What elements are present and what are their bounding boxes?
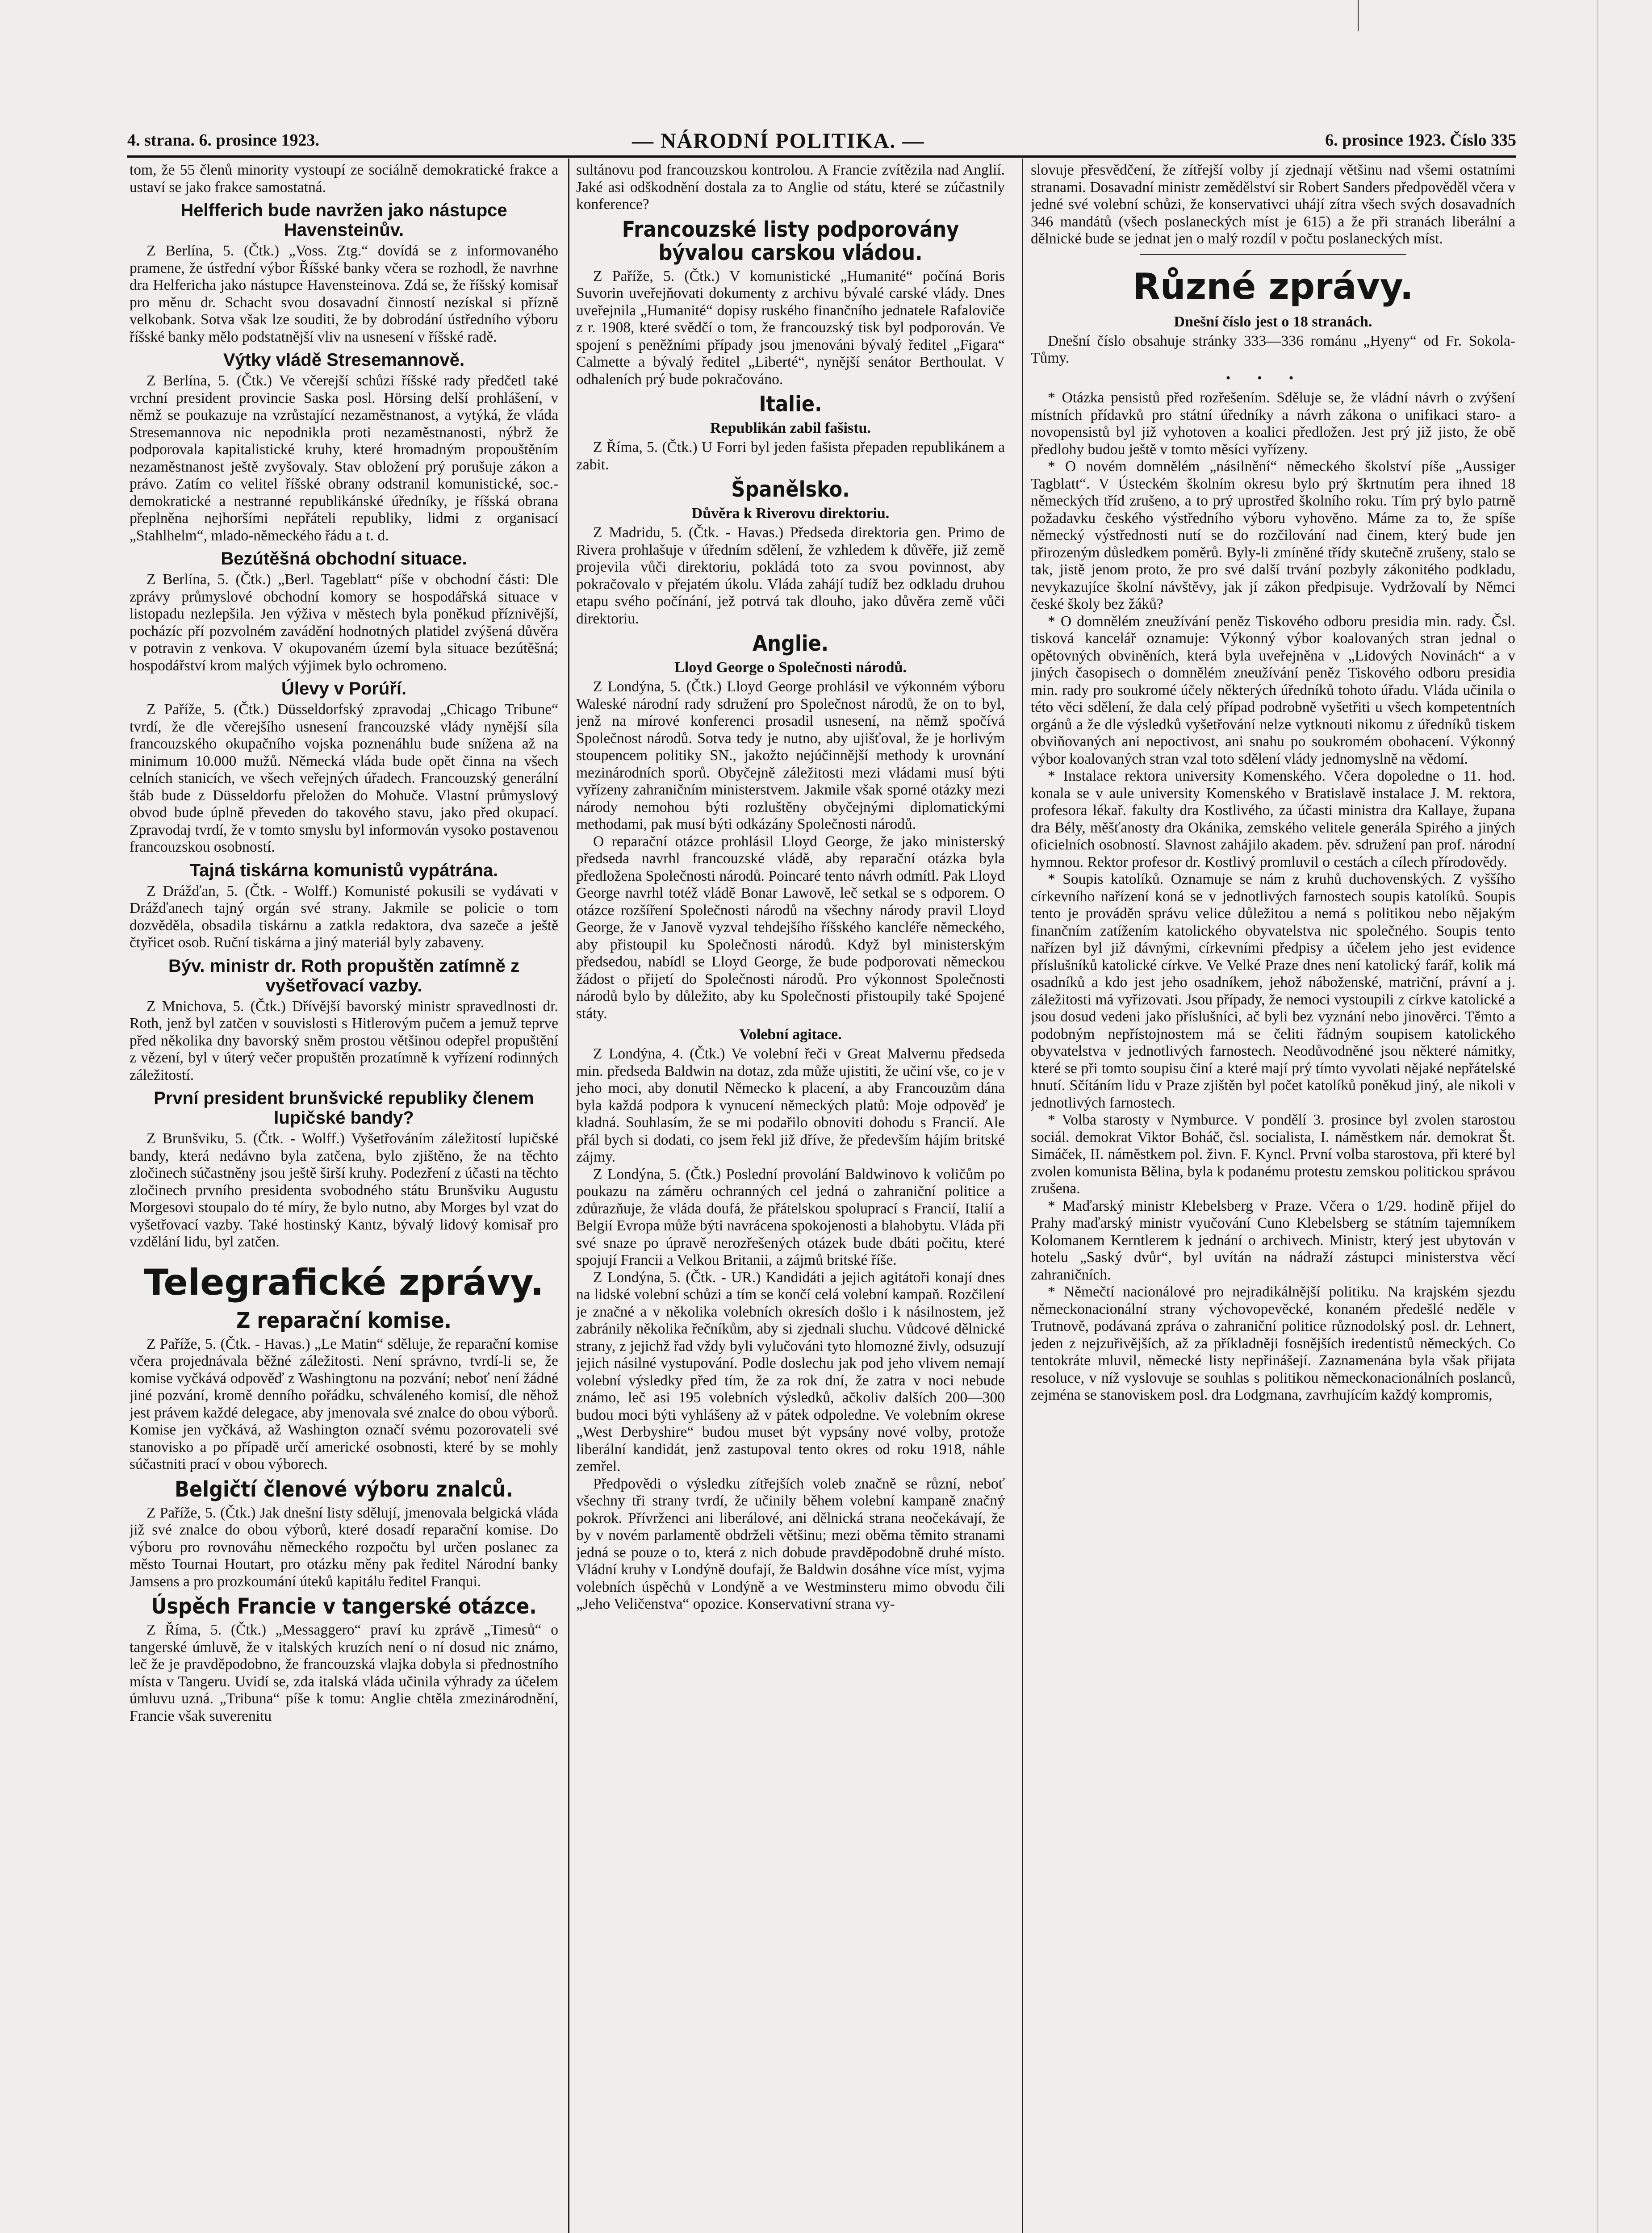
article-text: * O domnělém zneužívání peněz Tiskového odboru presidia min. rady. Čsl. tisková kancelář oznamuje: Výkonný výbor koalovaných stran jednal o opětovných obviněních, která byla uveřejněna v „Lidových Novinách“ a v jiných časopisech o domnělém zneužívání peněz Tiskového odboru presidia min. rady pro soukromé účely některých úředníků tohoto úřadu. Vláda učinila o této věci sdělení, že dala celý případ podrobně vyšetřiti u všech kompetentních orgánů a že dle výsledků vyšetřování nelze vytknouti nikomu z úředníků tiskem obviňovaných ani nepoctivost, ani snahu po soukromém obohacení. Výkonný výbor koalovaných stran vzal toto sdělení vlády jednomyslně na vědomí. bbox=[1031, 613, 1515, 767]
article-text: * Maďarský ministr Klebelsberg v Praze. Včera o 1/29. hodině přijel do Prahy maďarský ministr vyučování Cuno Klebelsberg se státním tajemníkem Kolomanem Kerntlerem k jednání o archivech. Ministr, který jest ubytován v hotelu „Saský dvůr“, byl uvítán na nádraží zástupci ministerstva věcí zahraničních. bbox=[1031, 1197, 1515, 1283]
article-text: Z Paříže, 5. (Čtk.) V komunistické „Humanité“ počíná Boris Suvorin uveřejňovati dokumenty z archivu bývalé carské vlády. Dnes uveřejnila „Humanité“ dopisy ruského finančního jednatele Rafaloviče z r. 1908, které svědčí o tom, že francouzský tisk byl podporován. Ve spojení s peněžními případy jsou jmenováni bývalý ředitel „Figara“ Calmette a bývalý ředitel „Liberté“, nynější senátor Berthoulat. V odhaleních prý bude pokračováno. bbox=[576, 268, 1005, 388]
headline: Lloyd George o Společnosti národů. bbox=[674, 659, 907, 676]
article-text: Z Londýna, 5. (Čtk. - UR.) Kandidáti a jejich agitátoři konají dnes na lidské volební schůzi a tím se končí celá volební kampaň. Rozčilení je značné a v několika volebních okresích došlo i k násilnostem, jež zabránily několika řečníkům, aby si zjednali sluchu. Vůdcové dělnické strany, z jejichž řad vždy byli vylučováni tyto hlomozné živly, odsuzují jejich násilné vystupování. Podle doslechu jak pod jeho vlivem nemají volební výsledky před tím, že za rok dní, že zatra v noci nebude známo, leč asi 195 volebních výsledků, ačkoliv dalších 200—300 budou moci býti vyhlášeny až v pátek odpoledne. Ve volebním okrese „West Derbyshire“ budou muset být vypsány nové volby, protože liberální kandidát, jenž zastupoval tento okres od roku 1918, náhle zemřel. bbox=[576, 1269, 1005, 1475]
headline: Úlevy v Porúří. bbox=[281, 679, 407, 698]
article-text: * Soupis katolíků. Oznamuje se nám z kruhů duchovenských. Z vyššího církevního nařízení koná se v jednotlivých farnostech soupis katolíků. Soupis tento je prováděn správu velice důležitou a nemá s politikou nebo nějakým finančním zatížením katolického obyvatelstva nic společného. Soupis tento nařízen byl již dávnými, církevními předpisy a účelem jeho jest evidence příslušníků katolické církve. Ve Velké Praze dnes není katolický farář, kolik má osadníků a kdo jest jeho osadníkem, jehož náboženské, matriční, právní a j. záležitosti má vyřizovati. Jsou případy, že nemoci vystoupili z církve katolické a jsou dosud vedeni jako příslušníci, ač byli bez vyznání nebo jinověrci. Těmto a podobným nepřístojnostem má se čeliti řádným soupisem katolického obyvatelstva v jednotlivých farnostech. Neodůvodněné jsou některé námitky, které se při tomto soupisu činí a které mají prý tímto vyvolati nějaké nepřátelské hnutí. Sčítáním lidu v Praze zjištěn byl počet katolíků poněkud jiný, ale nikoli v jednotlivých farnostech. bbox=[1031, 871, 1515, 1111]
article-text: tom, že 55 členů minority vystoupí ze sociálně demokratické frakce a ustaví se jako frakce samostatná. bbox=[130, 162, 558, 196]
column-3 bbox=[1031, 162, 1515, 2233]
article-text: Z Paříže, 5. (Čtk.) Düsseldorfský zpravodaj „Chicago Tribune“ tvrdí, že dle včerejšího usnesení francouzské vlády nynější síla francouzského okupačního vojska poznenáhlu bude snížena až na minimum 10.000 mužů. Německá vláda bude opět činna na všech celních stanicích, ve všech veřejných úřadech. Francouzský generální štáb bude z Düsseldorfu přeložen do Mohuče. Vlastní průmyslový obvod bude úplně převeden do takového stavu, jako před okupací. Zpravodaj tvrdí, že v tomto smyslu byl informován vysoko postavenou francouzskou osobností. bbox=[130, 701, 558, 855]
headline: Býv. ministr dr. Roth propuštěn zatímně z vyšetřovací vazby. bbox=[168, 956, 519, 995]
article-text: Z Londýna, 5. (Čtk.) Lloyd George prohlásil ve výkonném výboru Waleské národní rady sdružení pro Společnost národů, že on to byl, jenž na mírové konferenci prosadil usnesení, na němž spočívá Společnost národů. Sotva tedy je nutno, aby ujišťoval, že je horlivým stoupencem politiky SN., jakožto nejúčinnější methody k urovnání mezinárodních sporů. Obyčejně záležitosti mezi vládami musí býti vyřízeny zahraničním ministerstvem. Jakmile však sporné otázky mezi národy nemohou býti rozluštěny obyčejnými diplomatickými methodami, pak musí býti odkázány Společnosti národů. bbox=[576, 678, 1005, 832]
header-masthead: — NÁRODNÍ POLITIKA. — bbox=[632, 129, 925, 153]
header-page-date: 4. strana. 6. prosince 1923. bbox=[127, 131, 319, 150]
article-text: sultánovu pod francouzskou kontrolou. A Francie zvítězila nad Anglií. Jaké asi odškodnění dostala za to Anglie od státu, které se zúčastnily konference? bbox=[576, 162, 1005, 213]
headline: Republikán zabil fašistu. bbox=[710, 420, 871, 436]
article-text: * Volba starosty v Nymburce. V pondělí 3. prosince byl zvolen starostou sociál. demokrat Viktor Boháč, čsl. socialista, I. náměstkem nár. demokrat Št. Simáček, II. náměstkem pol. živn. F. Kyncl. První volba starostova, při které byl zvolen komunista Bělina, byla k podanému protestu zemskou politickou správou zrušena. bbox=[1031, 1112, 1515, 1197]
article-text: Z Paříže, 5. (Čtk.) Jak dnešní listy sdělují, jmenovala belgická vláda již své znalce do obou výborů, které dosadí reparační komise. Do výboru pro rovnováhu německého rozpočtu byl určen poslanec za město Tournai Houtart, pro otázku měny pak ředitel Národní banky Jamsens a pro prozkoumání úteků kapitálu ředitel Franqui. bbox=[130, 1504, 558, 1590]
country-heading: Italie. bbox=[759, 392, 822, 417]
headline: Belgičtí členové výboru znalců. bbox=[175, 1476, 513, 1502]
top-margin-mark bbox=[1358, 0, 1359, 31]
article-text: Z Londýna, 4. (Čtk.) Ve volební řeči v Great Malvernu předseda min. předseda Baldwin na dotaz, zda může ujistiti, že učiní vše, co je v jeho moci, aby donutil Německo k placení, a aby Francouzům dána byla každá podpora k vynucení německých platů: Moje odpověď je kladná. Souhlasím, že se mi podařilo obnoviti dohodu s Francií. Ale přál bych si dodati, co jsem řekl již dříve, že především hájím britské zájmy. bbox=[576, 1045, 1005, 1165]
headline: Bezútěšná obchodní situace. bbox=[221, 549, 467, 569]
column-2 bbox=[576, 162, 1005, 2233]
page-header bbox=[127, 130, 1516, 153]
headline: Úspěch Francie v tangerské otázce. bbox=[151, 1594, 537, 1619]
page-edge-shadow bbox=[1597, 0, 1598, 2233]
article-text: * Němečtí nacionálové pro nejradikálnější politiku. Na krajském sjezdu německonacionální strany výchovopevěcké, konaném předešlé neděle v Trutnově, podávaná zpráva o zahraniční politice různodolský posl. dr. Lehnert, jeden z nejzuřivějších, až za příkladněji fosnějších iredentistů německých. Co tentokráte mluvil, německé listy nepřinášejí. Zaznamenána byla však přijata resoluce, v níž vyslovuje se souhlas s politikou německonacionálních poslanců, zejména se stanoviskem posl. dra Lodgmana, zavrhujícím každý kompromis, bbox=[1031, 1284, 1515, 1403]
section-divider bbox=[1140, 254, 1406, 255]
headline: Volební agitace. bbox=[739, 1026, 842, 1043]
country-heading: Anglie. bbox=[752, 631, 829, 656]
country-heading: Španělsko. bbox=[731, 477, 850, 502]
article-text: Dnešní číslo obsahuje stránky 333—336 románu „Hyeny“ od Fr. Sokola-Tůmy. bbox=[1031, 332, 1515, 366]
column-divider-1 bbox=[568, 159, 569, 2233]
header-date-issue: 6. prosince 1923. Číslo 335 bbox=[1325, 131, 1516, 150]
headline: Helfferich bude navržen jako nástupce Havensteinův. bbox=[180, 201, 507, 240]
article-text: * Instalace rektora university Komenského. Včera dopoledne o 11. hod. konala se v aule university Komenského v Bratislavě instalace J. M. rektora, profesora lékař. fakulty dra Kostlivého, za účasti ministra dra Kallaye, župana dra Bély, měšťanosty dra Okánika, zemského velitele generála Spirého a jiných oficielních osobností. Slavnost zahájilo akadem. pěv. sdružení pan prof. národní hymnou. Rektor profesor dr. Kostlivý promluvil o cestách a cílech přírodovědy. bbox=[1031, 768, 1515, 870]
article-text: Z Berlína, 5. (Čtk.) Ve včerejší schůzi říšské rady předčetl také vrchní president provincie Saska posl. Hörsing delší prohlášení, v němž se poukazuje na vzrůstající nezaměstnanost, a vytýká, že vláda Stresemannova nic nepodnikla proti nezaměstnanosti, nýbrž že podporovala kapitalistické kruhy, které hromadným propouštěním nezaměstnanost ještě zvyšovaly. Stav obložení prý porušuje zákon a právo. Zatím co velitel říšské obrany odstranil komunistické, soc.-demokratické a nestranné republikánské úředníky, je říšská obrana přeplněna nejhoršími nepřáteli republiky, lidmi z organisací „Stahlhelm“, mlado-německého řádu a t. d. bbox=[130, 372, 558, 544]
headline: Francouzské listy podporovány bývalou carskou vládou. bbox=[622, 217, 959, 265]
column-divider-2 bbox=[1022, 159, 1023, 2233]
article-text: Předpovědi o výsledku zítřejších voleb značně se různí, neboť všechny tři strany tvrdí, že učinily během volební kampaně značný pokrok. Přívrženci ani liberálové, ani dělnická strana neočekávají, že by v novém parlamentě obdrželi většinu; mezi oběma těmito stranami jedná se pouze o to, která z nich dobude pravděpodobně druhé místo. Vládní kruhy v Londýně doufají, že Baldwin dosáhne více míst, vyjma volebních úspěchů v Londýně a ve Westminsteru mimo obvodu čili „Jeho Veličenstva“ opozice. Konservativní strana vy- bbox=[576, 1475, 1005, 1612]
article-text: Z Drážďan, 5. (Čtk. - Wolff.) Komunisté pokusili se vydávati v Drážďanech tajný orgán své strany. Jakmile se policie o tom dozvěděla, obsadila tiskárnu a zatkla redaktora, dva sazeče a ještě čtyřicet osob. Ruční tiskárna a jiný materiál byly zabaveny. bbox=[130, 882, 558, 951]
headline: Výtky vládě Stresemannově. bbox=[223, 350, 465, 370]
headline: Tajná tiskárna komunistů vypátrána. bbox=[189, 860, 498, 880]
article-text: Z Říma, 5. (Čtk.) U Forri byl jeden fašista přepaden republikánem a zabit. bbox=[576, 439, 1005, 473]
article-text: slovuje přesvědčení, že zítřejší volby jí zjednají většinu nad všemi ostatními stranami. Dosavadní ministr zemědělství sir Robert Sanders předpověděl včera v jedné své volební schůzi, že konservativci uhájí zítra všech svých dosavadních 346 mandátů (všech poslaneckých míst je 615) a že při stranách liberální a dělnické bude se jednat jen o malý rozdíl v počtu poslaneckých míst. bbox=[1031, 162, 1515, 247]
article-text: Z Mnichova, 5. (Čtk.) Dřívější bavorský ministr spravedlnosti dr. Roth, jenž byl zatčen v souvislosti s Hitlerovým pučem a jemuž teprve před několika dny bavorský sněm prostou většinou odepřel propuštění z vězení, byl v úterý večer propuštěn prozatímně k vyřízení rodinných záležitostí. bbox=[130, 998, 558, 1083]
headline: Důvěra k Riverovu direktoriu. bbox=[691, 505, 890, 522]
article-text: Z Brunšviku, 5. (Čtk. - Wolff.) Vyšetřováním záležitostí lupičské bandy, která nedávno byla zatčena, bylo zjištěno, že na těchto zločinech súčastněny jsou ještě širší kruhy. Podezření z účasti na těchto zločinech prvního presidenta svobodného státu Brunšviku Augustu Morgesovi stoupalo do té míry, že bylo nutno, aby Morges byl vzat do vyšetřovací vazby. Také hostinský Kantz, bývalý lidový komisař pro vzdělání lidu, byl zatčen. bbox=[130, 1130, 558, 1250]
section-title-ruzne: Různé zprávy. bbox=[1133, 265, 1414, 307]
article-text: * O novém domnělém „násilnění“ německého školství píše „Aussiger Tagblatt“. V Ústeckém školním okresu bylo prý škrtnutím pera ihned 18 německých tříd zrušeno, a to prý uprostřed školního roku. Tím prý bylo patrně požadavku českého výstředního výboru vyhověno. Máme za to, že spíše německý výstřednosti nutí se do rozčilování nad činem, který bude jen přirozeným důsledkem poměrů. Byly-li zmíněné třídy skutečně zrušeny, stalo se tak, jistě jenom proto, že pro své další trvání pozbyly zákonitého podkladu, nevykazujíce školní návštěvy, jak jí zákon předpisuje. Vydržovalí by Němci české školy bez žáků? bbox=[1031, 458, 1515, 612]
article-text: Z Říma, 5. (Čtk.) „Messaggero“ praví ku zprávě „Timesů“ o tangerské úmluvě, že v italských kruzích není o ní dosud nic známo, leč že je pravděpodobno, že francouzská vlajka dobyla si přednostního místa v Tangeru. Uvidí se, zda italská vláda učinila výhrady za účelem úmluvu uzná. „Tribuna“ píše k tomu: Anglie chtěla zmezinárodnění, Francie však suverenitu bbox=[130, 1622, 558, 1724]
section-title-telegraficke: Telegrafické zprávy. bbox=[144, 1261, 544, 1303]
article-text: Z Berlína, 5. (Čtk.) „Berl. Tageblatt“ píše v obchodní části: Dle zprávy průmyslové obchodní komory se hospodářská situace v listopadu nezlepšila. Jen výživa v městech byla poněkud příznivější, pocházíc pří pozvolném zavádění hodnotných platidel zvýšená důvěra v potravin z venkova. V okupovaném území byla situace bezútěšná; hospodářství krom malých výjimek bylo ochromeno. bbox=[130, 571, 558, 674]
separator-dots: ••• bbox=[1225, 370, 1321, 385]
article-text: Z Madridu, 5. (Čtk. - Havas.) Předseda direktoria gen. Primo de Rivera prohlašuje v úředním sdělení, že vzhledem k důvěře, již země projevila vůči direktoriu, pokládá toto za svou povinnost, aby pokračovalo v přejatém úkolu. Vláda zahájí tudíž bez odkladu druhou etapu svého počínání, jež potrvá tak dlouho, jako důvěra země vůči direktoriu. bbox=[576, 524, 1005, 627]
headline: První president brunšvické republiky členem lupičské bandy? bbox=[154, 1088, 534, 1128]
headline: Z reparační komise. bbox=[236, 1308, 452, 1333]
article-text: Z Berlína, 5. (Čtk.) „Voss. Ztg.“ dovídá se z informovaného pramene, že ústřední výbor Říšské banky včera se rozhodl, že navrhne dra Helfericha jako nástupce Havensteinova. Zdá se, že říšský komisař pro měnu dr. Schacht svou dosavadní činností nezískal si přízně velkobank. Sotva však lze souditi, že by dobrodání ústředního výboru říšské banky mělo podstatnější vliv na usnesení v říšské radě. bbox=[130, 243, 558, 345]
header-rule bbox=[127, 155, 1516, 158]
article-text: * Otázka pensistů před rozřešením. Sděluje se, že vládní návrh o zvýšení místních přídavků pro státní úředníky a návrh zákona o unifikaci staro- a novopensistů byl již vyhotoven a koalici předložen. Jest prý již jisto, že obě předlohy budou ještě v tomto měsíci vyřízeny. bbox=[1031, 389, 1515, 458]
column-1 bbox=[130, 162, 558, 2233]
article-text: O reparační otázce prohlásil Lloyd George, že jako ministerský předseda navrhl francouzské vládě, aby reparační otázka byla předložena Společnosti národů. Poincaré tento návrh odmítl. Pak Lloyd George navrhl totéž vládě Bonar Lawově, leč setkal se s odporem. O otázce rozšíření Společnosti národů na všechny národy pravil Lloyd George, že v Janově vyzval tehdejšího říšského kancléře německého, aby přistoupil ku Společnosti národů. Když byl ministerským předsedou, nabídl se Lloyd George, že bude podporovati německou žádost o přijetí do Společnosti národů. Pro výkonnost Společnosti národů bylo by důležito, aby ku Společnosti přistoupily také Spojené státy. bbox=[576, 833, 1005, 1022]
article-text: Z Londýna, 5. (Čtk.) Poslední provolání Baldwinovo k voličům po poukazu na záměru ochranných cel jedná o zahraniční politice a zdůrazňuje, že vláda doufá, že přátelskou spoluprací s Francií, Italií a Belgií Evropa může býti navrácena spokojenosti a blahobytu. Vláda při své snaze po úpravě nerozřešených otázek bude dbáti počitu, které spojují Francii a Velkou Britanii, a zájmů britské říše. bbox=[576, 1166, 1005, 1268]
article-text: Z Paříže, 5. (Čtk. - Havas.) „Le Matin“ sděluje, že reparační komise včera projednávala běžné záležitosti. Není správno, tvrdí-li se, že komise vyčkává odpověď z Washingtonu na pozvání; neboť není žádné jiné pozvání, kromě denního pořádku, schváleného komisí, dle něhož jest právem každé delegace, aby jmenovala své znalce do obou výborů. Komise jen vyčkává, až Washington označí svému pozorovateli své stanovisko a po případě určí americké osobnosti, které by se mohly súčastniti prací v obou výborech. bbox=[130, 1335, 558, 1472]
headline: Dnešní číslo jest o 18 stranách. bbox=[1174, 313, 1372, 330]
